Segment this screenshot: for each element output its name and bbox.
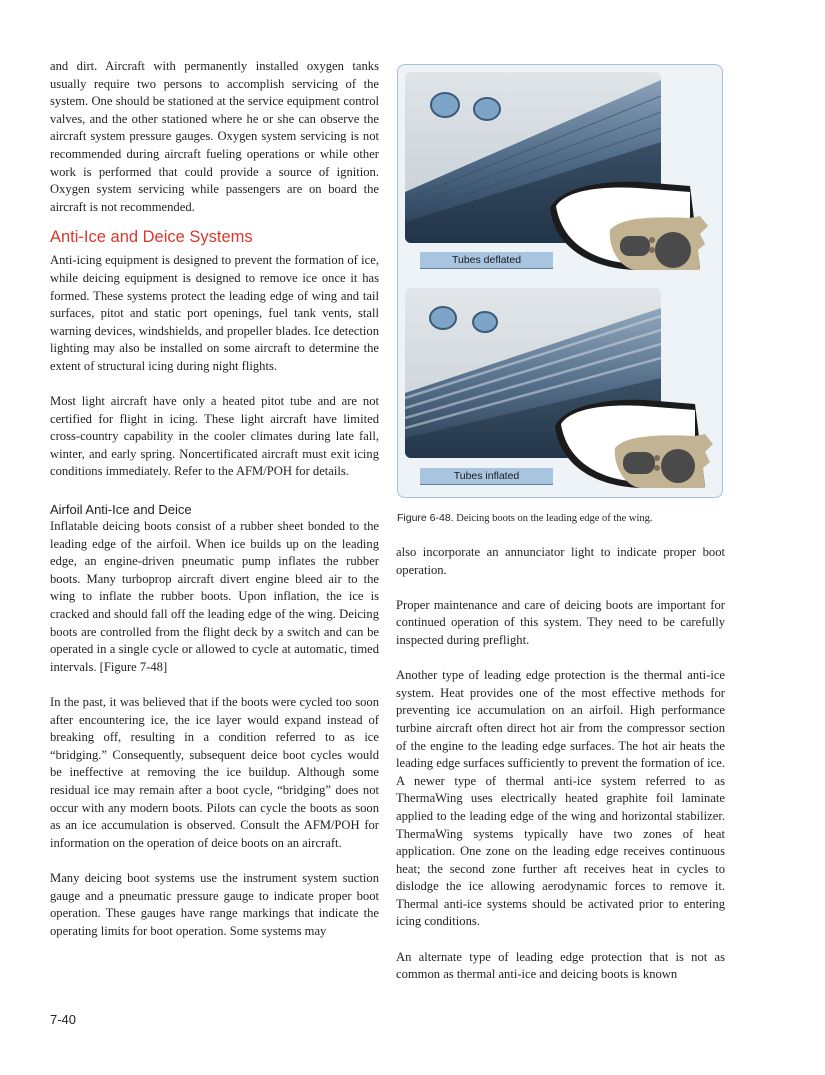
paragraph-anti-icing: Anti-icing equipment is designed to prevent the formation of ice, while deicing equipment is designed to remove ice once it has formed. These systems protect the leading edge of wing and tail surfaces, pitot and static port openings, fuel tank vents, stall warning devices, windshields, and propeller blades. Ice detection lighting may also be installed on some aircraft to determine the extent of structural icing during night flights.	[50, 253, 379, 373]
paragraph-maintenance: Proper maintenance and care of deicing boots are important for continued operation of this system. They need to be carefully inspected during preflight.	[396, 597, 725, 647]
paragraph-light-aircraft: Most light aircraft have only a heated pitot tube and are not certified for flight in icing. These light aircraft have limited cross-country capability in the cooler climates during late fall, winter, and early spring. Noncertificated aircraft must exit icing conditions immediately. Refer to the AFM/POH for details.	[50, 394, 379, 479]
right-column	[396, 544, 725, 984]
paragraph-alternate-protection: An alternate type of leading edge protection that is not as common as thermal anti-ice and deicing boots is known	[396, 949, 725, 982]
paragraph-bridging: In the past, it was believed that if the boots were cycled too soon after encountering ice, the ice layer would expand instead of breaking off, resulting in a condition referred to as ice “bridging.” Consequently, subsequent deice boot cycles would be ineffective at removing the ice buildup. Although some residual ice may remain after a boot cycle, “bridging” does not occur with any modern boots. Pilots can cycle the boots as soon as an ice accumulation is observed. Consult the AFM/POH for information on the operation of deice boots on an aircraft.	[50, 695, 379, 850]
section-heading: Anti-Ice and Deice Systems	[50, 228, 253, 247]
deflated-boot-cross-section	[540, 178, 720, 283]
paragraph-gauges: Many deicing boot systems use the instrument system suction gauge and a pneumatic pressure gauge to indicate proper boot operation. These gauges have range markings that indicate the operating limits for boot operation. Some systems may	[50, 870, 379, 938]
tubes-inflated-label: Tubes inflated	[420, 468, 553, 485]
paragraph-oxygen-servicing: and dirt. Aircraft with permanently installed oxygen tanks usually require two persons to accomplish servicing of the system. One should be stationed at the service equipment control valves, and the other stationed where he or she can observe the aircraft system pressure gauges. Oxygen system servicing is not recommended during aircraft fueling operations or while other work is performed that could provide a source of ignition. Oxygen system servicing while passengers are on board the aircraft is not recommended.	[50, 59, 379, 214]
tubes-deflated-label: Tubes deflated	[420, 252, 553, 269]
paragraph-deicing-boots: Inflatable deicing boots consist of a rubber sheet bonded to the leading edge of the airfoil. When ice builds up on the leading edge, an engine-driven pneumatic pump inflates the rubber boots. Many turboprop aircraft divert engine bleed air to the wing to inflate the rubber boots. Upon inflation, the ice is cracked and should fall off the leading edge of the wing. Deicing boots are controlled from the flight deck by a switch and can be operated in a single cycle or allowed to cycle at automatic, timed intervals. [Figure 7-48]	[50, 519, 379, 674]
figure-caption-text: Deicing boots on the leading edge of the wing.	[453, 513, 653, 524]
paragraph-annunciator: also incorporate an annunciator light to indicate proper boot operation.	[396, 545, 725, 577]
figure-caption	[397, 511, 727, 526]
paragraph-thermal-anti-ice: Another type of leading edge protection is the thermal anti-ice system. Heat provides one of the most effective methods for preventing ice accumulation on an airfoil. High performance turbine aircraft often direct hot air from the compressor section of the engine to the leading edge surfaces. The hot air heats the leading edge surfaces sufficiently to prevent the formation of ice. A newer type of thermal anti-ice system referred to as ThermaWing uses electrically heated graphite foil laminate applied to the leading edge of the wing and horizontal stabilizer. ThermaWing systems typically have two zones of heat application. One zone on the leading edge receives continuous heat; the second zone further aft receives heat in cycles to dislodge the ice allowing aerodynamic forces to remove it. Thermal anti-ice systems should be activated prior to entering icing conditions.	[396, 668, 725, 929]
left-column	[50, 58, 379, 940]
inflated-boot-cross-section	[545, 396, 725, 501]
figure-number: Figure 6-48.	[397, 512, 454, 524]
subheading: Airfoil Anti-Ice and Deice	[50, 502, 192, 518]
page-number: 7-40	[50, 1012, 77, 1027]
